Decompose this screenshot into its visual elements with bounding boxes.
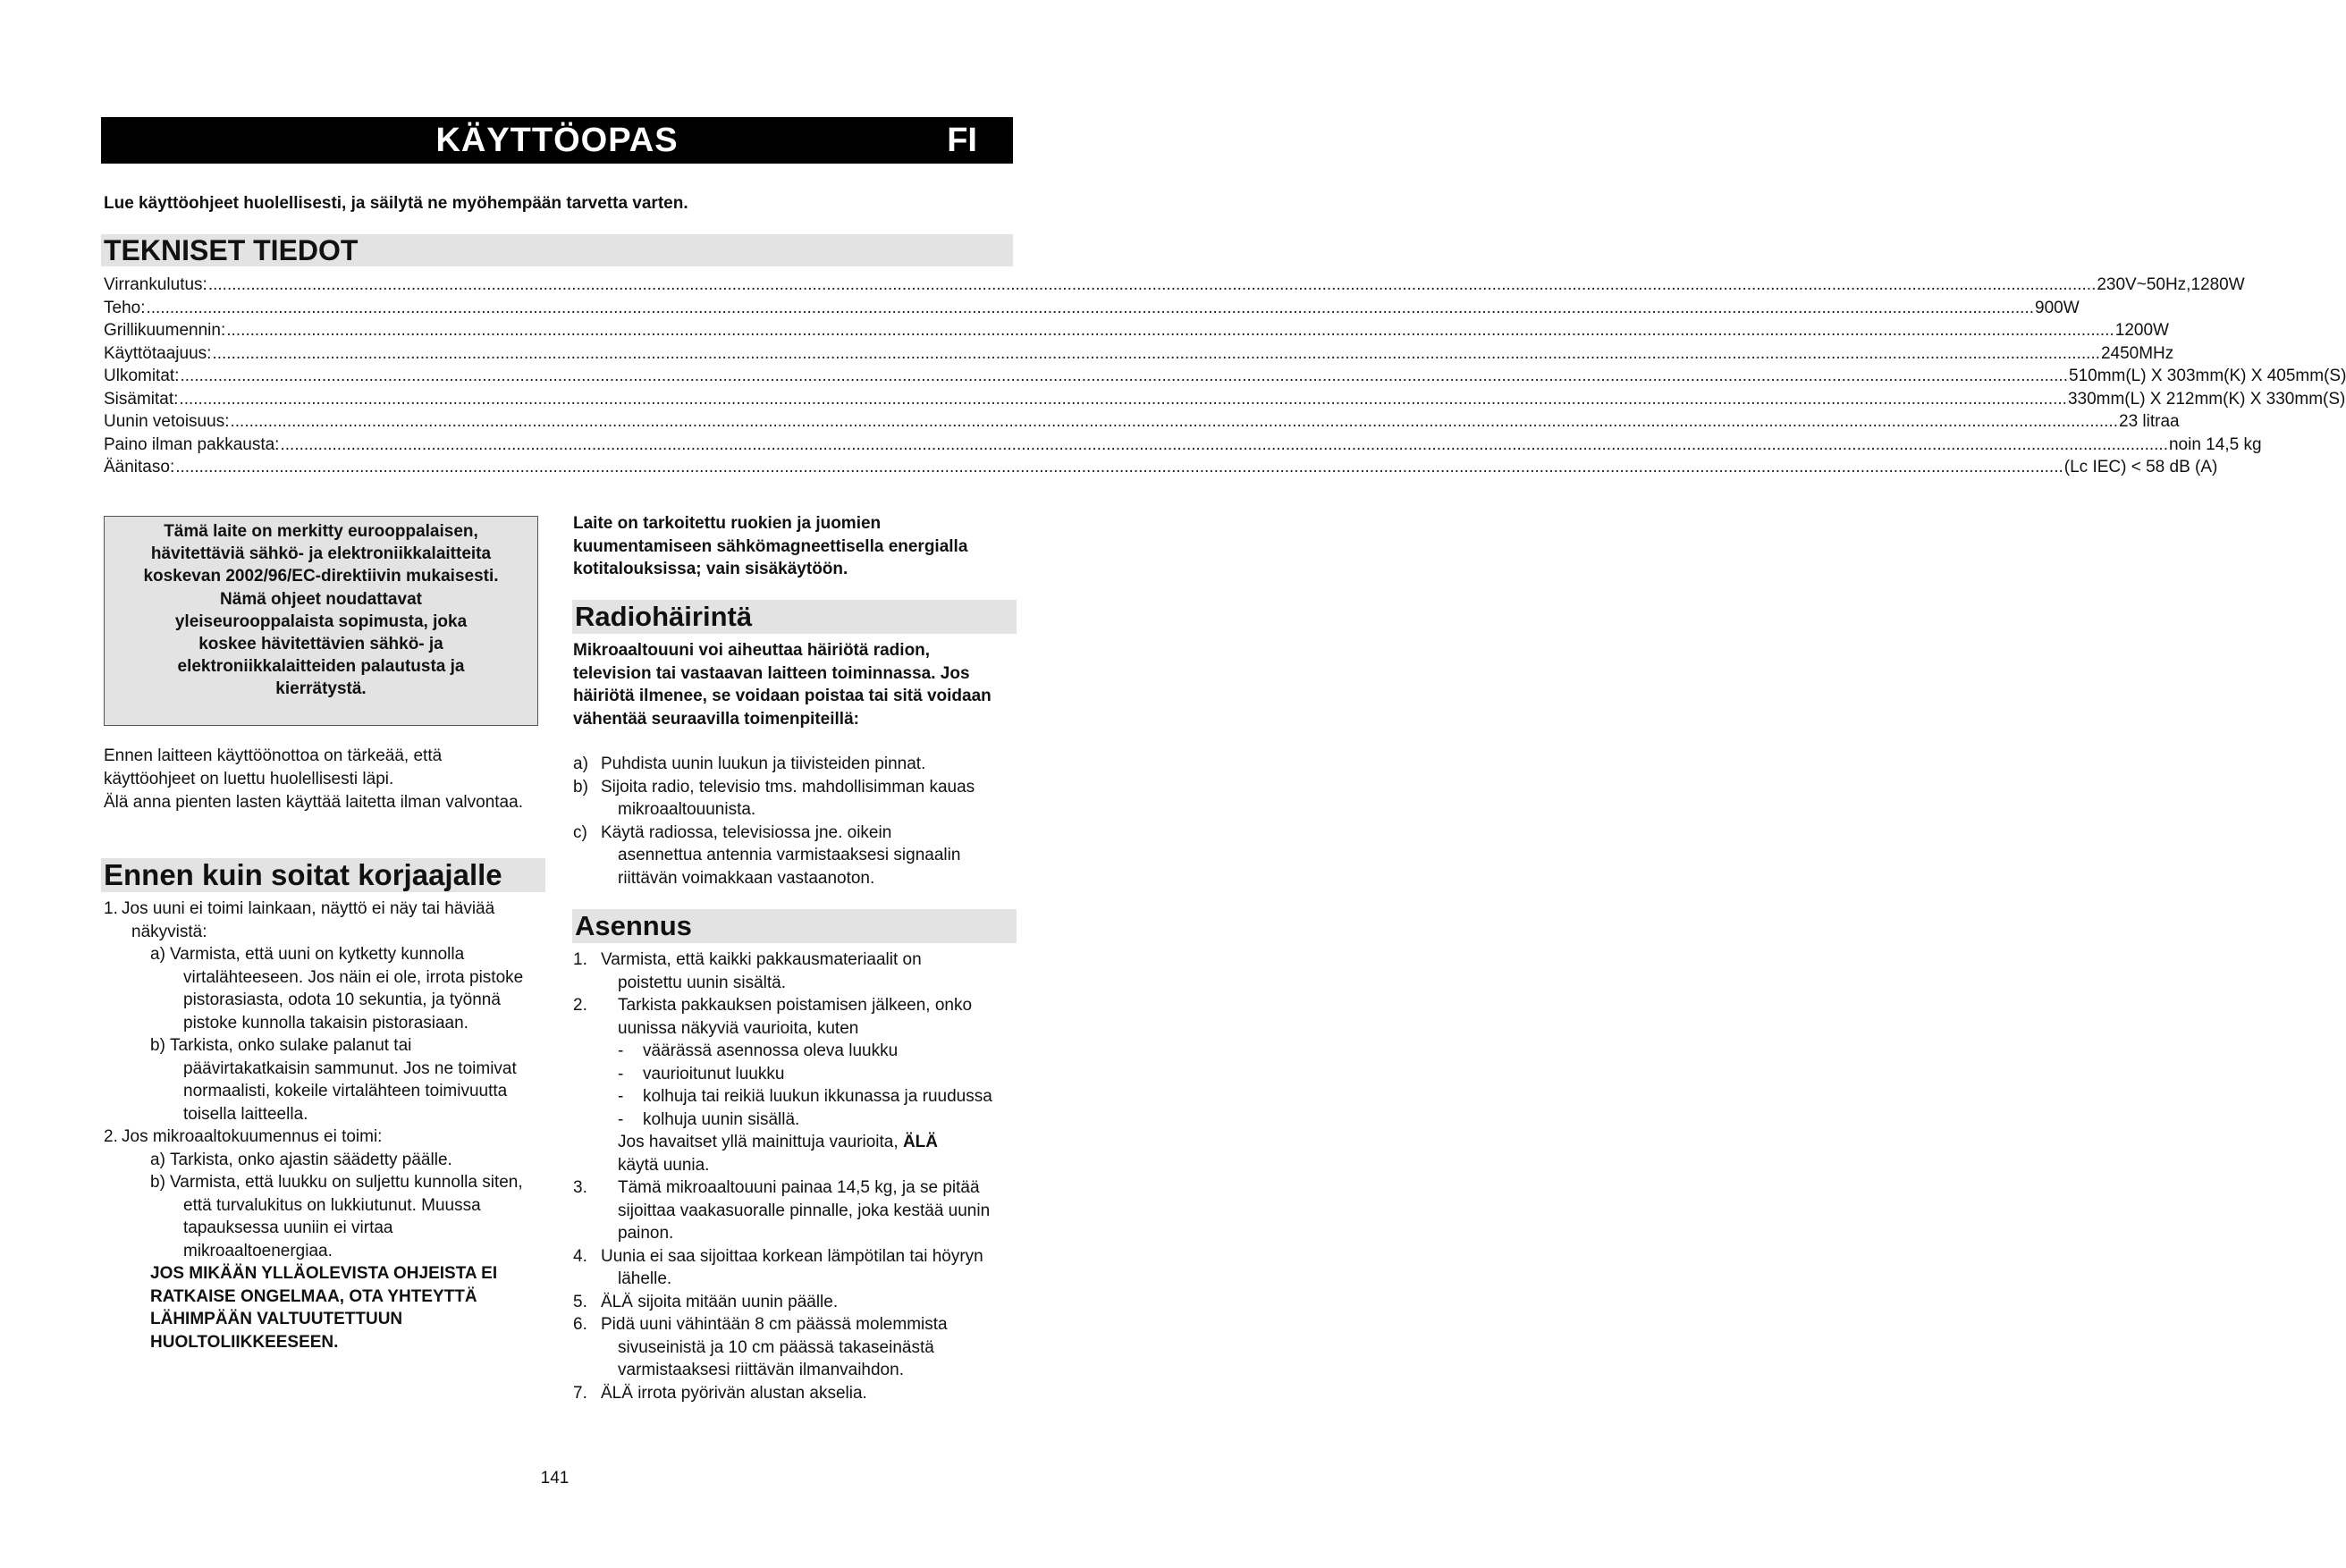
spec-label: Käyttötaajuus: [104, 343, 212, 363]
list-number: 2. [573, 996, 587, 1015]
list-item-text: Tarkista, onko sulake palanut tai päävirtakatkaisin sammunut. Jos ne toimivat normaalisti, kokeile virtalähteen toimivuutta toisella laitteella. [170, 1036, 517, 1124]
list-item: - vaurioitunut luukku [573, 1063, 1011, 1086]
spec-value: 2450MHz [2100, 343, 2174, 363]
spec-value: 23 litraa [2119, 412, 2180, 431]
list-item-text: Tarkista, onko ajastin säädetty päälle. [170, 1150, 452, 1169]
repair-list [104, 898, 546, 1353]
spec-label: Ulkomitat: [104, 367, 180, 385]
purpose-text: Laite on tarkoitettu ruokien ja juomien kuumentamiseen sähkömagneettisella energialla kotitalouksissa; vain sisäkäytöön. [573, 514, 968, 578]
spec-value: 900W [2035, 298, 2080, 317]
spec-value: 1200W [2114, 321, 2169, 340]
list-item-text: Jos uuni ei toimi lainkaan, näyttö ei näy tai häviää näkyvistä: [122, 899, 495, 941]
radio-intro: Mikroaaltouuni voi aiheuttaa häiriötä radion, television tai vastaavan laitteen toiminnassa. Jos häiriötä ilmenee, se voidaan poistaa tai sitä voidaan vähentää seuraavilla toimenpiteillä: [573, 641, 992, 729]
list-marker: c) [573, 822, 587, 842]
list-item [573, 776, 1011, 822]
list-item-text: Puhdista uunin luukun ja tiivisteiden pinnat. [601, 754, 926, 773]
list-item-text: Pidä uuni vähintään 8 cm päässä molemmista sivuseinistä ja 10 cm päässä takaseinästä varmistaaksesi riittävän ilmanvaihdon. [601, 1315, 948, 1379]
spec-value: 330mm(L) X 212mm(K) X 330mm(S) [2067, 389, 2346, 409]
header-bar [101, 117, 1013, 164]
spec-label: Virrankulutus: [104, 275, 207, 294]
spec-label: Sisämitat: [104, 389, 179, 409]
page-title: KÄYTTÖOPAS [435, 122, 679, 159]
radio-list [573, 753, 1011, 889]
list-item: - kolhuja uunin sisällä. [573, 1109, 1011, 1132]
spec-value: noin 14,5 kg [2168, 434, 2262, 454]
repair-heading: Ennen kuin soitat korjaajalle [101, 858, 545, 892]
list-item [573, 1176, 1011, 1245]
list-item-text: ÄLÄ sijoita mitään uunin päälle. [601, 1292, 839, 1311]
list-item [573, 822, 1011, 890]
spec-row: Ulkomitat: ................................................................................................................................................................................................................................................................................................................................................................................................................ 510mm(L) X 303mm(K) X 405mm(S) [104, 365, 1007, 388]
list-item-text: väärässä asennossa oleva luukku [643, 1041, 899, 1060]
service-warning: JOS MIKÄÄN YLLÄOLEVISTA OHJEISTA EI RATKAISE ONGELMAA, OTA YHTEYTTÄ LÄHIMPÄÄN VALTUUTETTUUN HUOLTOLIIKKEESEEN. [150, 1264, 498, 1352]
list-item [104, 943, 546, 1034]
weee-notice-box [104, 516, 538, 726]
list-marker: a) [150, 945, 165, 964]
list-item [573, 948, 1011, 994]
list-number: 2. [104, 1127, 118, 1146]
specs-list [104, 274, 2346, 479]
list-item [573, 1131, 1011, 1176]
spec-label: Grillikuumennin: [104, 321, 226, 340]
list-item-text: Tarkista pakkauksen poistamisen jälkeen, onko uunissa näkyviä vaurioita, kuten [618, 996, 973, 1038]
list-number: 6. [573, 1315, 587, 1334]
list-number: 4. [573, 1246, 587, 1266]
install-list [573, 948, 1011, 1404]
list-item-text: Varmista, että uuni on kytketty kunnolla virtalähteeseen. Jos näin ei ole, irrota pistoke pistorasiasta, odota 10 sekuntia, ja työnnä pistoke kunnolla takaisin pistorasiaan. [170, 945, 524, 1033]
weee-text: Tämä laite on merkitty eurooppalaisen, hävitettäviä sähkö- ja elektroniikkalaitteita koskevan 2002/96/EC-direktiivin mukaisesti. [143, 522, 499, 586]
list-item [573, 994, 1011, 1040]
damage-note-emphasis: ÄLÄ [902, 1133, 938, 1151]
list-item-text: Sijoita radio, televisio tms. mahdollisimman kauas mikroaaltouunista. [601, 777, 975, 819]
list-item-text: Varmista, että luukku on suljettu kunnolla siten, että turvalukitus on lukkiutunut. Muussa tapauksessa uuniin ei virtaa mikroaaltoenergiaa. [170, 1173, 523, 1260]
list-item-text: Käytä radiossa, televisiossa jne. oikein asennettua antennia varmistaaksesi signaalin riittävän voimakkaan vastaanoton. [601, 822, 961, 888]
before-use-text: Ennen laitteen käyttöönottoa on tärkeää, että käyttöohjeet on luettu huolellisesti läpi. [104, 746, 443, 788]
list-item-text: Uunia ei saa sijoittaa korkean lämpötilan tai höyryn lähelle. [601, 1246, 983, 1288]
damage-note: Jos havaitset yllä mainittuja vaurioita, [618, 1133, 903, 1151]
list-number: 3. [573, 1178, 587, 1197]
list-item-text: vaurioitunut luukku [643, 1064, 785, 1083]
page-number: 141 [540, 1469, 570, 1488]
list-item-text: Varmista, että kaikki pakkausmateriaalit on poistettu uunin sisältä. [601, 950, 922, 992]
spec-value: 510mm(L) X 303mm(K) X 405mm(S) [2069, 367, 2346, 385]
specs-heading: TEKNISET TIEDOT [101, 234, 1013, 266]
list-item-text: Tämä mikroaaltouuni painaa 14,5 kg, ja se pitää sijoittaa vaakasuoralle pinnalle, joka kestää uunin painon. [618, 1178, 991, 1243]
list-item [573, 1313, 1011, 1382]
spec-row: Käyttötaajuus: ................................................................................................................................................................................................................................................................................................................................................................................................................ 2450MHz [104, 342, 1007, 366]
list-item-text: ÄLÄ irrota pyörivän alustan akselia. [601, 1383, 867, 1403]
list-item: - kolhuja tai reikiä luukun ikkunassa ja ruudussa [573, 1085, 1011, 1109]
list-marker: b) [150, 1173, 165, 1192]
list-number: 1. [573, 950, 587, 969]
list-item [104, 1171, 546, 1262]
list-item-text: kolhuja tai reikiä luukun ikkunassa ja ruudussa [643, 1087, 992, 1106]
list-item-text: kolhuja uunin sisällä. [643, 1109, 800, 1129]
install-heading: Asennus [572, 909, 1017, 943]
list-item [104, 1034, 546, 1125]
spec-label: Paino ilman pakkausta: [104, 434, 280, 454]
list-item [573, 1291, 1011, 1314]
spec-row: Virrankulutus: ................................................................................................................................................................................................................................................................................................................................................................................................................ 230V~50Hz,1280W [104, 274, 1007, 297]
spec-label: Uunin vetoisuus: [104, 412, 230, 431]
list-item-text: Jos mikroaaltokuumennus ei toimi: [122, 1127, 383, 1146]
spec-row: Grillikuumennin: ................................................................................................................................................................................................................................................................................................................................................................................................................ 1200W [104, 319, 1007, 342]
list-marker: b) [573, 777, 588, 797]
list-item [573, 753, 1011, 776]
list-number: 5. [573, 1292, 587, 1311]
list-number: 1. [104, 899, 118, 918]
list-item [104, 1149, 546, 1172]
spec-label: Teho: [104, 298, 146, 317]
spec-row: Paino ilman pakkausta: ................................................................................................................................................................................................................................................................................................................................................................................................................ noin 14,5 kg [104, 434, 1007, 457]
spec-value: 230V~50Hz,1280W [2097, 275, 2245, 294]
list-number: 7. [573, 1383, 587, 1403]
list-marker: a) [150, 1150, 165, 1169]
list-item [104, 1125, 546, 1149]
spec-value: (Lc IEC) < 58 dB (A) [2063, 458, 2218, 476]
spec-row: Sisämitat: ................................................................................................................................................................................................................................................................................................................................................................................................................ 330mm(L) X 212mm(K) X 330mm(S) [104, 388, 1007, 411]
language-code: FI [947, 122, 977, 159]
spec-row: Äänitaso: ................................................................................................................................................................................................................................................................................................................................................................................................................ (Lc IEC) < 58 dB (A) [104, 456, 1007, 479]
radio-heading: Radiohäirintä [572, 600, 1017, 634]
list-item [573, 1382, 1011, 1405]
spec-row: Teho: ................................................................................................................................................................................................................................................................................................................................................................................................................ 900W [104, 297, 1007, 320]
weee-text: Nämä ohjeet noudattavat yleiseurooppalaista sopimusta, joka koskee hävitettävien sähkö- ja elektroniikkalaitteiden palautusta ja kierrätystä. [174, 589, 468, 699]
list-item: - väärässä asennossa oleva luukku [573, 1040, 1011, 1063]
damage-note-end: käytä uunia. [618, 1155, 710, 1175]
list-item [104, 898, 546, 943]
list-item [573, 1245, 1011, 1291]
spec-label: Äänitaso: [104, 458, 175, 476]
intro-text: Lue käyttöohjeet huolellisesti, ja säilytä ne myöhempään tarvetta varten. [104, 194, 688, 213]
list-marker: a) [573, 754, 588, 773]
child-warning-text: Älä anna pienten lasten käyttää laitetta ilman valvontaa. [104, 793, 523, 812]
list-marker: b) [150, 1036, 165, 1055]
spec-row: Uunin vetoisuus: ................................................................................................................................................................................................................................................................................................................................................................................................................ 23 litraa [104, 410, 1007, 434]
